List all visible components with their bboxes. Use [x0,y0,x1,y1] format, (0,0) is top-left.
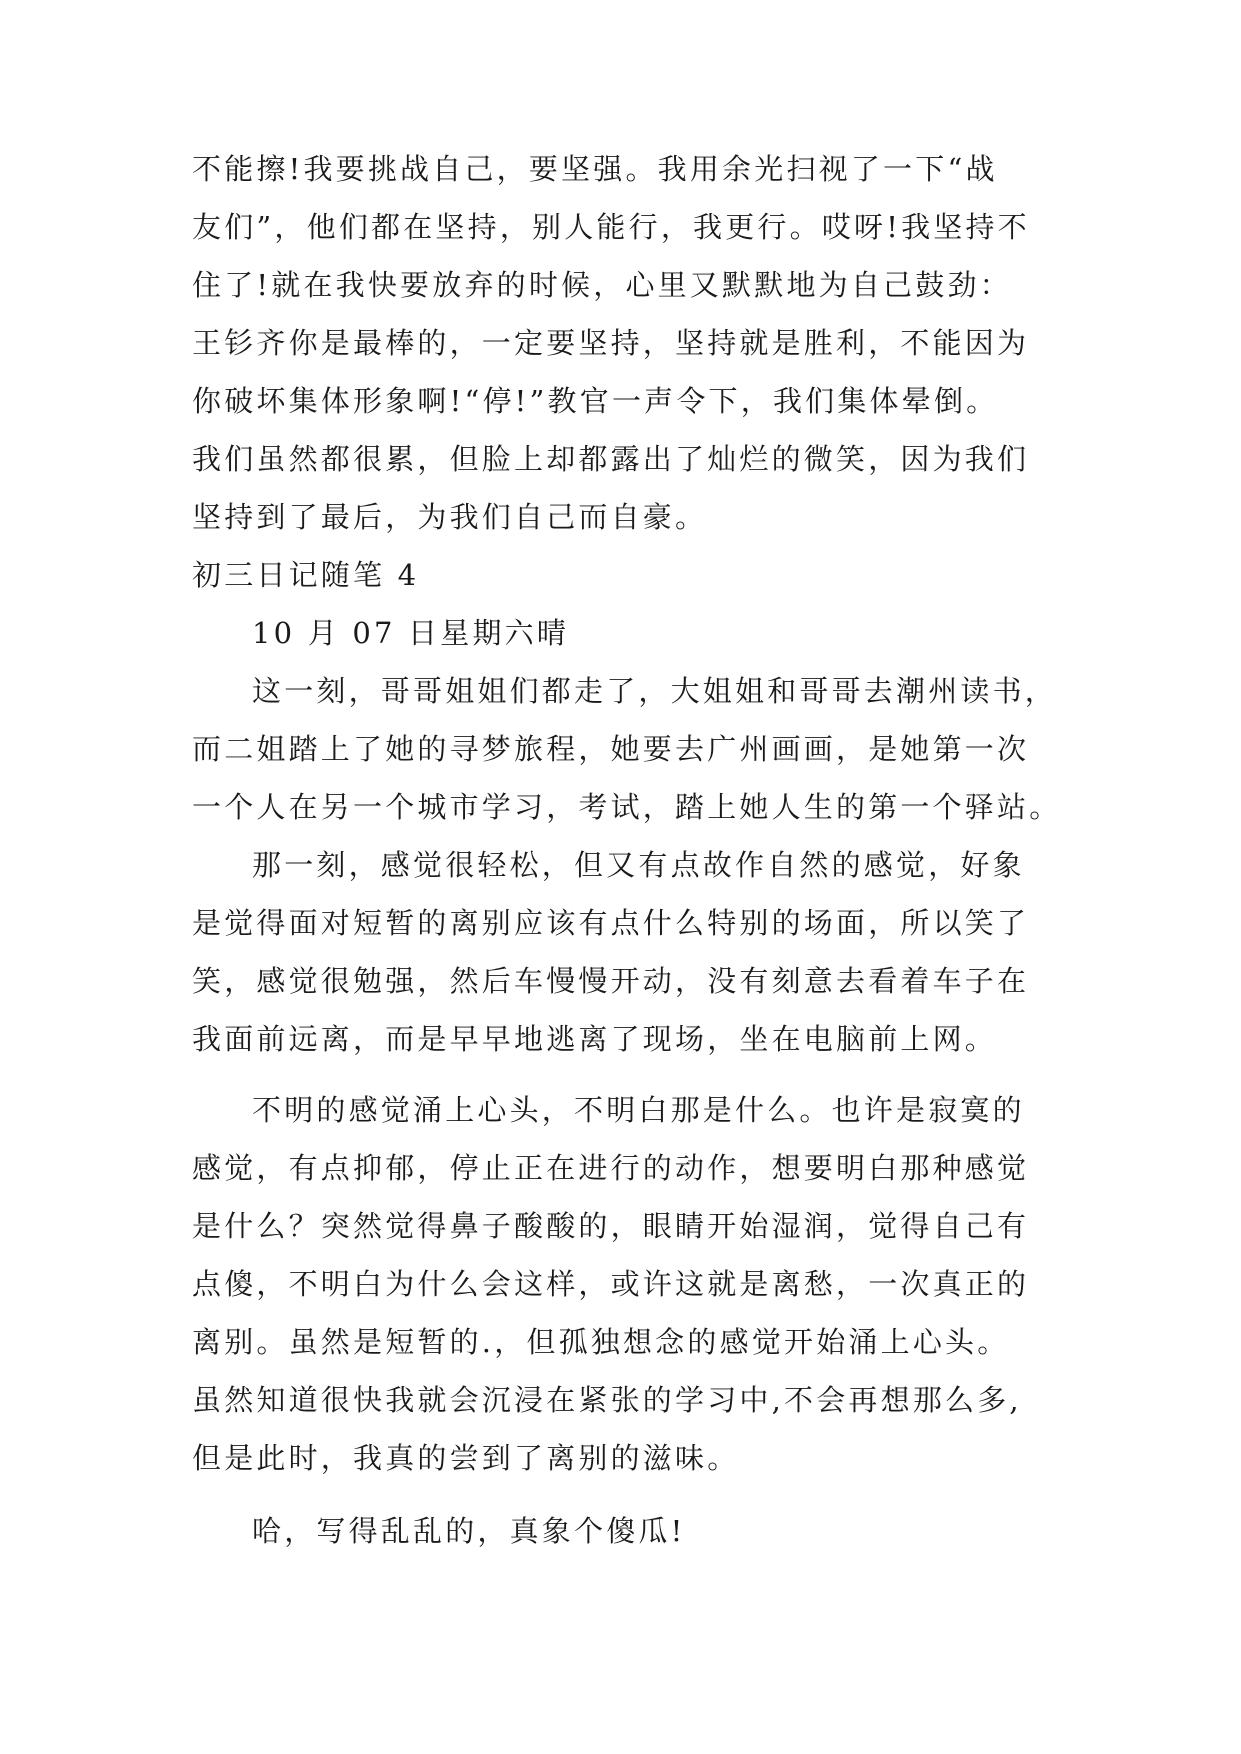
section-heading: 初三日记随笔 4 [192,558,420,592]
text-line: 这一刻，哥哥姐姐们都走了，大姐姐和哥哥去潮州读书， [252,674,1058,708]
text-line: 不能擦!我要挑战自己，要坚强。我用余光扫视了一下“战 [192,152,998,186]
text-line: 那一刻，感觉很轻松，但又有点故作自然的感觉，好象 [252,848,1025,882]
text-line: 我面前远离，而是早早地逃离了现场，坐在电脑前上网。 [192,1022,998,1056]
text-line: 而二姐踏上了她的寻梦旅程，她要去广州画画，是她第一次 [192,732,1030,766]
text-line: 离别。虽然是短暂的.，但孤独想念的感觉开始涌上心头。 [192,1325,1010,1359]
text-line: 住了!就在我快要放弃的时候，心里又默默地为自己鼓劲： [192,268,1012,302]
text-line: 一个人在另一个城市学习，考试，踏上她人生的第一个驿站。 [192,790,1062,824]
text-line: 虽然知道很快我就会沉浸在紧张的学习中,不会再想那么多, [192,1383,1022,1417]
text-line: 笑，感觉很勉强，然后车慢慢开动，没有刻意去看着车子在 [192,964,1030,998]
diary-date: 10 月 07 日星期六晴 [252,616,570,650]
text-line: 我们虽然都很累，但脸上却都露出了灿烂的微笑，因为我们 [192,442,1030,476]
text-line: 不明的感觉涌上心头，不明白那是什么。也许是寂寞的 [252,1093,1025,1127]
text-line: 友们”，他们都在坚持，别人能行，我更行。哎呀!我坚持不 [192,210,1030,244]
text-line: 是什么？突然觉得鼻子酸酸的，眼睛开始湿润，觉得自己有 [192,1209,1030,1243]
text-line: 是觉得面对短暂的离别应该有点什么特别的场面，所以笑了 [192,906,1030,940]
text-line: 点傻，不明白为什么会这样，或许这就是离愁，一次真正的 [192,1267,1030,1301]
text-line: 感觉，有点抑郁，停止正在进行的动作，想要明白那种感觉 [192,1151,1030,1185]
text-line: 哈，写得乱乱的，真象个傻瓜! [252,1514,686,1548]
text-line: 你破坏集体形象啊!“停!”教官一声令下，我们集体晕倒。 [192,384,999,418]
text-line: 坚持到了最后，为我们自己而自豪。 [192,500,708,534]
text-line: 但是此时，我真的尝到了离别的滋味。 [192,1441,740,1475]
text-line: 王钐齐你是最棒的，一定要坚持，坚持就是胜利，不能因为 [192,326,1030,360]
